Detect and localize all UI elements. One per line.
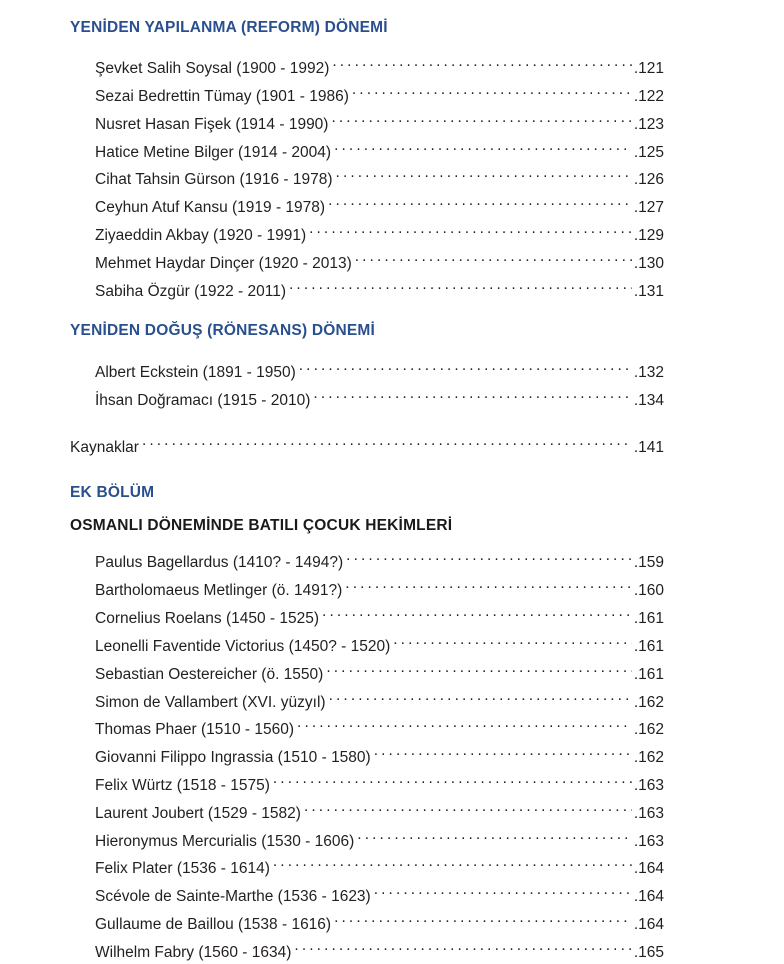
- toc-entry-label: İhsan Doğramacı (1915 - 2010): [95, 392, 311, 409]
- toc-entry-label: Ceyhun Atuf Kansu (1919 - 1978): [95, 199, 326, 216]
- leader-dots: [355, 246, 632, 268]
- toc-entry-page: .160: [633, 582, 664, 599]
- leader-dots: [328, 190, 632, 212]
- toc-entry[interactable]: [95, 355, 664, 381]
- leader-dots: [332, 51, 631, 73]
- toc-entry-page: .129: [633, 227, 664, 244]
- leader-dots: [334, 907, 632, 929]
- toc-entry-label: Thomas Phaer (1510 - 1560): [95, 721, 295, 738]
- toc-entry-page: .162: [633, 721, 664, 738]
- toc-entry-page: .163: [633, 777, 664, 794]
- toc-entry-page: .132: [633, 364, 664, 381]
- toc-entry-page: .161: [633, 666, 664, 683]
- toc-entry-page: .159: [633, 554, 664, 571]
- toc-entry-label: Paulus Bagellardus (1410? - 1494?): [95, 554, 344, 571]
- toc-entry[interactable]: [95, 629, 664, 655]
- toc-entry-page: .162: [633, 749, 664, 766]
- toc-entry-page: .121: [633, 60, 664, 77]
- toc-entry-page: .126: [633, 171, 664, 188]
- toc-entry-label: Ziyaeddin Akbay (1920 - 1991): [95, 227, 307, 244]
- toc-entry-label: Şevket Salih Soysal (1900 - 1992): [95, 60, 330, 77]
- toc-entry-label: Sezai Bedrettin Tümay (1901 - 1986): [95, 88, 349, 105]
- toc-entry-page: .165: [633, 944, 664, 961]
- toc-entry[interactable]: [95, 383, 664, 409]
- toc-entry-sources[interactable]: [70, 430, 664, 456]
- toc-entry[interactable]: [95, 796, 664, 822]
- toc-entry-label: Sebastian Oestereicher (ö. 1550): [95, 666, 324, 683]
- toc-entry-label: Cihat Tahsin Gürson (1916 - 1978): [95, 171, 333, 188]
- toc-entry[interactable]: [95, 51, 664, 77]
- leader-dots: [374, 740, 632, 762]
- toc-entry[interactable]: [95, 740, 664, 766]
- leader-dots: [357, 824, 632, 846]
- toc-entry-page: .164: [633, 888, 664, 905]
- toc-entry-label: Nusret Hasan Fişek (1914 - 1990): [95, 116, 329, 133]
- leader-dots: [346, 545, 632, 567]
- leader-dots: [299, 355, 632, 377]
- toc-entry[interactable]: [95, 162, 664, 188]
- toc-entry-page: .163: [633, 805, 664, 822]
- toc-entry-label: Scévole de Sainte-Marthe (1536 - 1623): [95, 888, 371, 905]
- toc-entry[interactable]: [95, 545, 664, 571]
- toc-entry-label: Kaynaklar: [70, 439, 139, 456]
- leader-dots: [309, 218, 632, 240]
- toc-entry-page: .161: [633, 638, 664, 655]
- toc-entry-label: Giovanni Filippo Ingrassia (1510 - 1580): [95, 749, 371, 766]
- leader-dots: [273, 851, 632, 873]
- toc-entry-page: .162: [633, 694, 664, 711]
- leader-dots: [393, 629, 632, 651]
- leader-dots: [273, 768, 632, 790]
- toc-entry[interactable]: [95, 135, 664, 161]
- toc-entry-label: Wilhelm Fabry (1560 - 1634): [95, 944, 292, 961]
- leader-dots: [329, 685, 632, 707]
- toc-entry[interactable]: [95, 274, 664, 300]
- toc-entry-label: Laurent Joubert (1529 - 1582): [95, 805, 301, 822]
- toc-entry[interactable]: [95, 657, 664, 683]
- toc-entry-page: .123: [633, 116, 664, 133]
- toc-entry[interactable]: [95, 79, 664, 105]
- toc-entry-label: Hatice Metine Bilger (1914 - 2004): [95, 144, 332, 161]
- toc-entry-label: Albert Eckstein (1891 - 1950): [95, 364, 296, 381]
- leader-dots: [322, 601, 632, 623]
- toc-entry-page: .163: [633, 833, 664, 850]
- toc-entry[interactable]: [95, 907, 664, 933]
- leader-dots: [313, 383, 631, 405]
- leader-dots: [345, 573, 632, 595]
- leader-dots: [294, 935, 631, 957]
- toc-entry-page: .131: [633, 283, 664, 300]
- toc-entry-label: Hieronymus Mercurialis (1530 - 1606): [95, 833, 355, 850]
- toc-entry-page: .164: [633, 916, 664, 933]
- toc-entry-label: Gullaume de Baillou (1538 - 1616): [95, 916, 332, 933]
- toc-entry-label: Mehmet Haydar Dinçer (1920 - 2013): [95, 255, 352, 272]
- toc-entry-page: .134: [633, 392, 664, 409]
- toc-entry[interactable]: [95, 935, 664, 961]
- toc-entry-label: Cornelius Roelans (1450 - 1525): [95, 610, 320, 627]
- toc-entry[interactable]: [95, 824, 664, 850]
- toc-entry-label: Felix Würtz (1518 - 1575): [95, 777, 270, 794]
- leader-dots: [374, 879, 632, 901]
- leader-dots: [336, 162, 632, 184]
- leader-dots: [304, 796, 632, 818]
- toc-entry-label: Bartholomaeus Metlinger (ö. 1491?): [95, 582, 343, 599]
- toc-entry-page: .164: [633, 860, 664, 877]
- section-heading-renaissance: YENİDEN DOĞUŞ (RÖNESANS) DÖNEMİ: [70, 322, 376, 339]
- appendix-subheading: OSMANLI DÖNEMİNDE BATILI ÇOCUK HEKİMLERİ: [70, 517, 453, 534]
- toc-entry-label: Felix Plater (1536 - 1614): [95, 860, 270, 877]
- toc-entry-page: .141: [633, 439, 664, 456]
- section-heading-reform: YENİDEN YAPILANMA (REFORM) DÖNEMİ: [70, 19, 388, 36]
- toc-entry-page: .130: [633, 255, 664, 272]
- toc-entry[interactable]: [95, 218, 664, 244]
- toc-entry[interactable]: [95, 851, 664, 877]
- toc-entry[interactable]: [95, 601, 664, 627]
- toc-entry-page: .125: [633, 144, 664, 161]
- toc-entry-page: .127: [633, 199, 664, 216]
- leader-dots: [334, 135, 632, 157]
- leader-dots: [297, 712, 632, 734]
- toc-entry[interactable]: [95, 573, 664, 599]
- leader-dots: [326, 657, 632, 679]
- toc-entry[interactable]: [95, 768, 664, 794]
- toc-entry[interactable]: [95, 190, 664, 216]
- toc-entry-page: .122: [633, 88, 664, 105]
- toc-entry-label: Sabiha Özgür (1922 - 2011): [95, 283, 286, 300]
- toc-entry-label: Simon de Vallambert (XVI. yüzyıl): [95, 694, 326, 711]
- toc-entry[interactable]: [95, 879, 664, 905]
- leader-dots: [331, 107, 631, 129]
- toc-entry[interactable]: [95, 712, 664, 738]
- toc-entry-label: Leonelli Faventide Victorius (1450? - 1520): [95, 638, 391, 655]
- toc-entry[interactable]: [95, 685, 664, 711]
- toc-entry-page: .161: [633, 610, 664, 627]
- leader-dots: [289, 274, 632, 296]
- appendix-heading: EK BÖLÜM: [70, 484, 155, 501]
- leader-dots: [142, 430, 632, 452]
- leader-dots: [352, 79, 632, 101]
- toc-entry[interactable]: [95, 246, 664, 272]
- toc-entry[interactable]: [95, 107, 664, 133]
